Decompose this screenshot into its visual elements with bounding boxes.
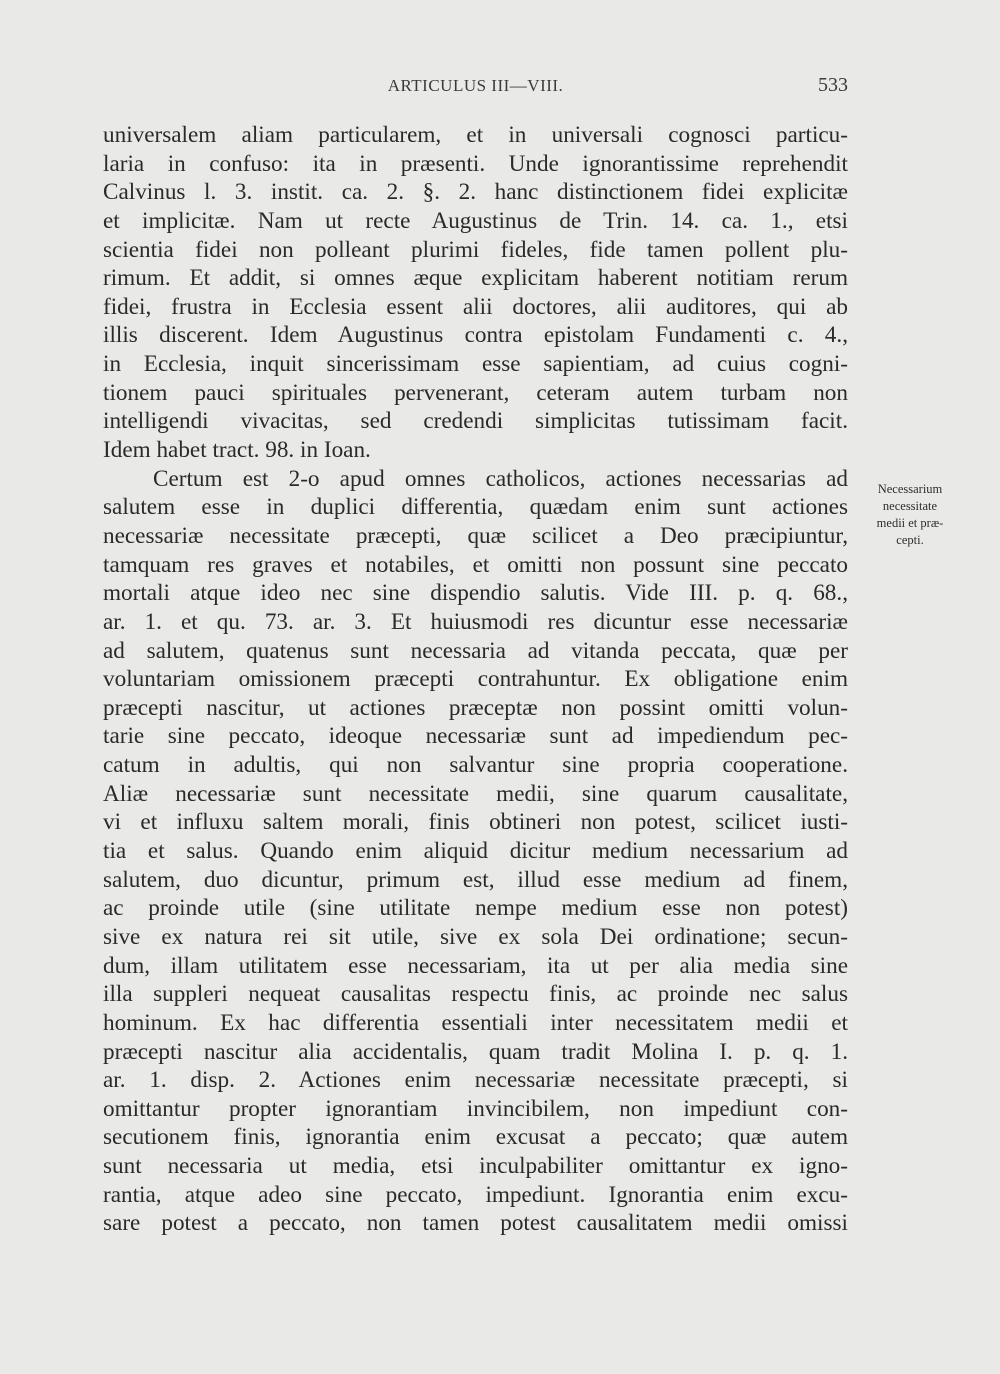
text-line: necessariæ necessitate præcepti, quæ scilicet a Deo præcipiuntur, <box>103 522 848 549</box>
page-header <box>103 72 848 106</box>
text-line: sive ex natura rei sit utile, sive ex sola Dei ordinatione; secun- <box>103 923 848 950</box>
running-head: ARTICULUS III—VIII. <box>387 76 564 95</box>
text-line: rimum. Et addit, si omnes æque explicitam haberent notitiam rerum <box>103 265 848 292</box>
text-line: dum, illam utilitatem esse necessariam, ita ut per alia media sine <box>103 952 848 979</box>
text-line: catum in adultis, qui non salvantur sine propria cooperatione. <box>103 752 848 779</box>
text-line: universalem aliam particularem, et in universali cognosci particu- <box>103 122 848 148</box>
text-line: illis discerent. Idem Augustinus contra epistolam Fundamenti c. 4., <box>103 322 848 349</box>
margin-note-line: cepti. <box>896 533 924 547</box>
text-line: Aliæ necessariæ sunt necessitate medii, sine quarum causalitate, <box>103 780 848 807</box>
text-line: secutionem finis, ignorantia enim excusat a peccato; quæ autem <box>103 1124 848 1151</box>
text-line: omittantur propter ignorantiam invincibilem, non impediunt con- <box>103 1095 848 1122</box>
text-line: vi et influxu saltem morali, finis obtineri non potest, scilicet iusti- <box>103 809 848 836</box>
page-number: 533 <box>818 74 848 96</box>
text-line: Idem habet tract. 98. in Ioan. <box>103 437 371 464</box>
text-line: ad salutem, quatenus sunt necessaria ad vitanda peccata, quæ per <box>103 637 848 664</box>
text-line: Calvinus l. 3. instit. ca. 2. §. 2. hanc distinctionem fidei explicitæ <box>103 179 848 206</box>
text-line: salutem esse in duplici differentia, quædam enim sunt actiones <box>103 494 848 521</box>
margin-note <box>851 481 969 549</box>
text-line: voluntariam omissionem præcepti contrahuntur. Ex obligatione enim <box>103 666 848 693</box>
text-line: tamquam res graves et notabiles, et omitti non possunt sine peccato <box>103 551 848 578</box>
text-line: illa suppleri nequeat causalitas respectu finis, ac proinde nec salus <box>103 981 848 1008</box>
text-line: Certum est 2-o apud omnes catholicos, actiones necessarias ad <box>153 465 848 492</box>
text-line: ar. 1. disp. 2. Actiones enim necessariæ necessitate præcepti, si <box>103 1067 848 1094</box>
text-line: scientia fidei non polleant plurimi fideles, fide tamen pollent plu- <box>103 236 848 263</box>
text-line: in Ecclesia, inquit sincerissimam esse sapientiam, ad cuius cogni- <box>103 351 848 378</box>
margin-note-line: necessitate <box>882 499 938 513</box>
text-line: sunt necessaria ut media, etsi inculpabiliter omittantur ex igno- <box>103 1153 848 1180</box>
text-line: tarie sine peccato, ideoque necessariæ sunt ad impediendum pec- <box>103 723 848 750</box>
text-line: ac proinde utile (sine utilitate nempe medium esse non potest) <box>103 895 848 922</box>
text-line: salutem, duo dicuntur, primum est, illud esse medium ad finem, <box>103 866 848 893</box>
text-line: hominum. Ex hac differentia essentiali inter necessitatem medii et <box>103 1009 848 1036</box>
body-text <box>103 121 848 1238</box>
text-line: sare potest a peccato, non tamen potest causalitatem medii omissi <box>103 1210 848 1237</box>
text-line: intelligendi vivacitas, sed credendi simplicitas tutissimam facit. <box>103 408 848 435</box>
text-line: tia et salus. Quando enim aliquid dicitur medium necessarium ad <box>103 838 848 865</box>
margin-note-line: medii et præ- <box>876 516 944 530</box>
text-line: fidei, frustra in Ecclesia essent alii doctores, alii auditores, qui ab <box>103 293 848 320</box>
text-line: præcepti nascitur, ut actiones præceptæ non possint omitti volun- <box>103 694 848 721</box>
text-line: ar. 1. et qu. 73. ar. 3. Et huiusmodi res dicuntur esse necessariæ <box>103 608 848 635</box>
text-line: mortali atque ideo nec sine dispendio salutis. Vide III. p. q. 68., <box>103 580 848 607</box>
text-line: laria in confuso: ita in præsenti. Unde ignorantissime reprehendit <box>103 150 848 177</box>
text-line: rantia, atque adeo sine peccato, impediunt. Ignorantia enim excu- <box>103 1181 848 1208</box>
margin-note-line: Necessarium <box>877 482 943 496</box>
text-line: et implicitæ. Nam ut recte Augustinus de Trin. 14. ca. 1., etsi <box>103 207 848 234</box>
text-line: præcepti nascitur alia accidentalis, quam tradit Molina I. p. q. 1. <box>103 1038 848 1065</box>
text-line: tionem pauci spirituales pervenerant, ceteram autem turbam non <box>103 379 848 406</box>
